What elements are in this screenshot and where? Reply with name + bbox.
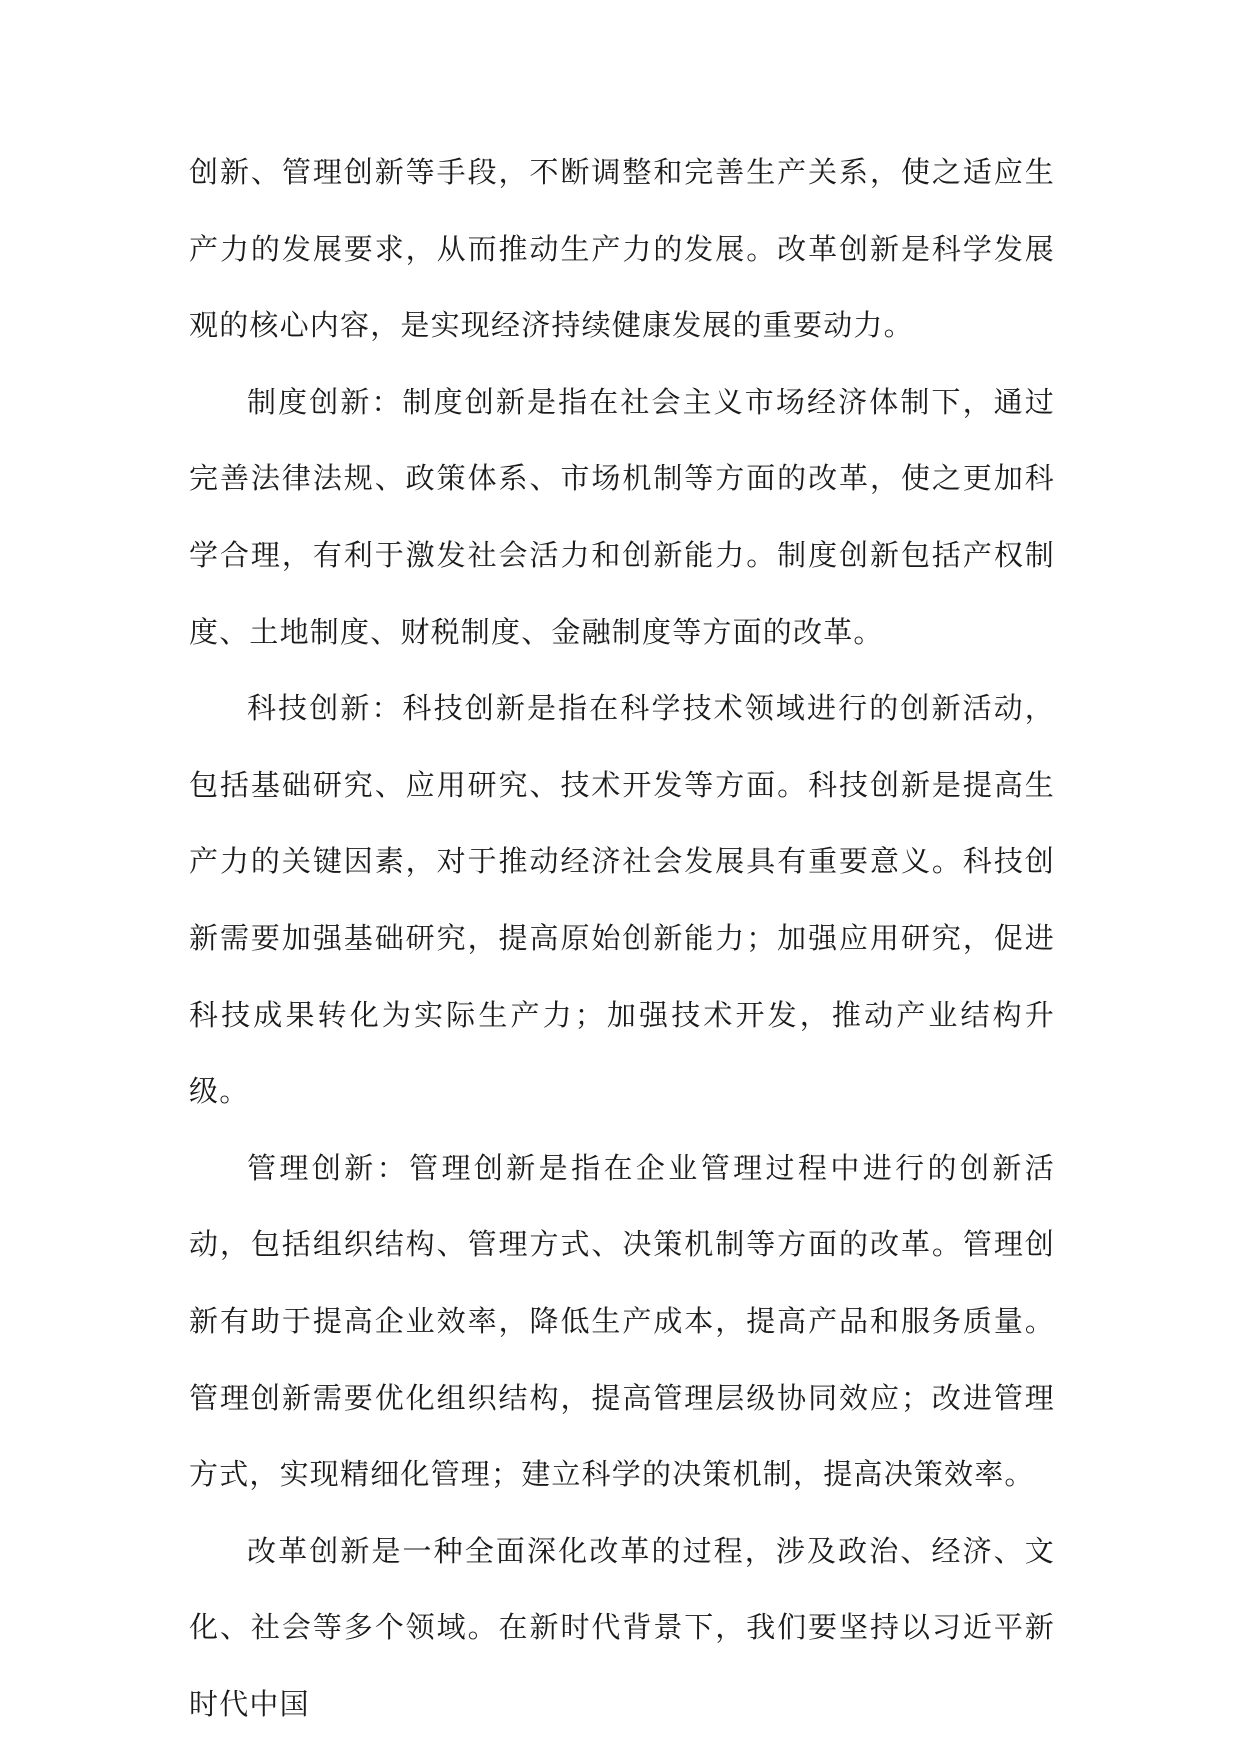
paragraph-management-innovation: 管理创新：管理创新是指在企业管理过程中进行的创新活动，包括组织结构、管理方式、决策机制等方面的改革。管理创新有助于提高企业效率，降低生产成本，提高产品和服务质量。管理创新需要优化组织结构，提高管理层级协同效应；改进管理方式，实现精细化管理；建立科学的决策机制，提高决策效率。 — [189, 1150, 1055, 1492]
paragraph-tech-innovation: 科技创新：科技创新是指在科学技术领域进行的创新活动，包括基础研究、应用研究、技术开发等方面。科技创新是提高生产力的关键因素，对于推动经济社会发展具有重要意义。科技创新需要加强基础研究，提高原始创新能力；加强应用研究，促进科技成果转化为实际生产力；加强技术开发，推动产业结构升级。 — [189, 691, 1055, 1109]
paragraph-continuation: 创新、管理创新等手段，不断调整和完善生产关系，使之适应生产力的发展要求，从而推动生产力的发展。改革创新是科学发展观的核心内容，是实现经济持续健康发展的重要动力。 — [189, 155, 1055, 343]
document-body — [189, 134, 1055, 1742]
paragraph-reform-innovation: 改革创新是一种全面深化改革的过程，涉及政治、经济、文化、社会等多个领域。在新时代背景下，我们要坚持以习近平新时代中国 — [189, 1533, 1055, 1721]
paragraph-institutional-innovation: 制度创新：制度创新是指在社会主义市场经济体制下，通过完善法律法规、政策体系、市场机制等方面的改革，使之更加科学合理，有利于激发社会活力和创新能力。制度创新包括产权制度、土地制度、财税制度、金融制度等方面的改革。 — [189, 384, 1055, 649]
